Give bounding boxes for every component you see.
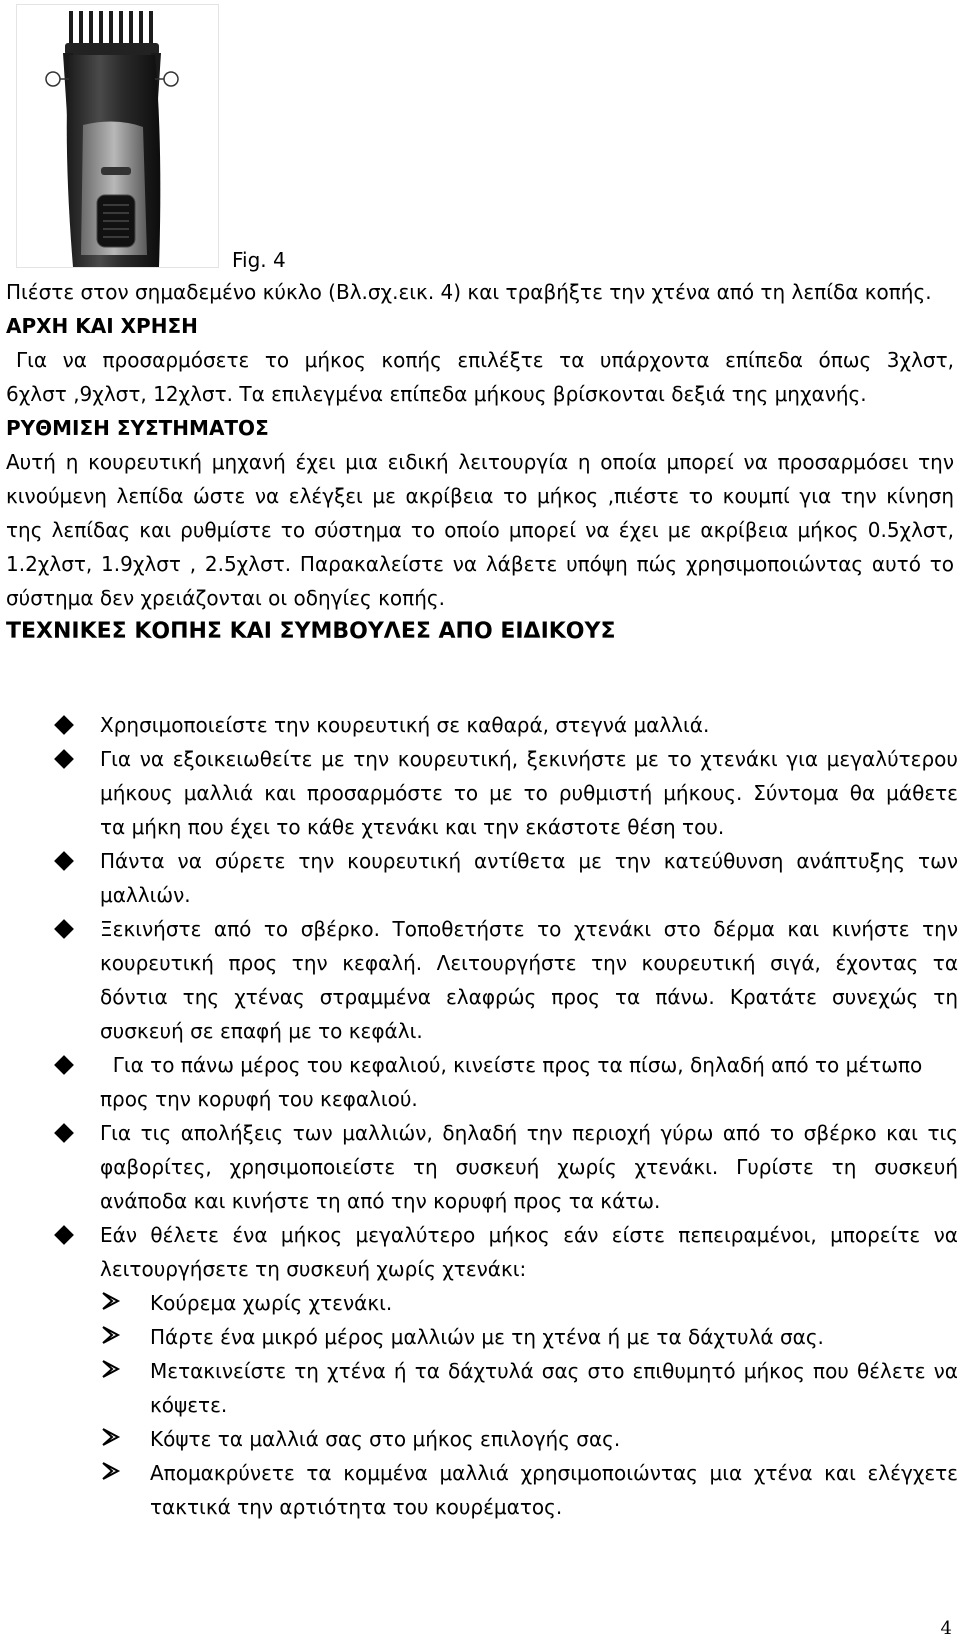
arrow-bullet-icon [100,1359,122,1379]
arrow-bullet-icon [100,1427,122,1447]
sub-bullet-line: Κούρεμα χωρίς χτενάκι. [150,1291,393,1315]
section-system-line: της λεπίδας και ρυθμίστε το σύστημα το οποίο μπορεί να έχει με ακρίβεια μήκος 0.5χλστ, [6,518,954,542]
bullet-line: συσκευή σε επαφή με το κεφάλι. [100,1019,423,1043]
bullet-line: Για το πάνω μέρος του κεφαλιού, κινείστε προς τα πίσω, δηλαδή από το μέτωπο [100,1053,923,1077]
bullet-line: προς την κορυφή του κεφαλιού. [100,1087,418,1111]
section-system-line: σύστημα δεν χρειάζονται οι οδηγίες κοπής. [6,586,445,610]
bullet-line: Πάντα να σύρετε την κουρευτική αντίθετα με την κατεύθυνση ανάπτυξης των [100,849,958,873]
section-start-line: Για να προσαρμόσετε το μήκος κοπής επιλέξτε τα υπάρχοντα επίπεδα όπως 3χλστ, [16,348,954,372]
sub-bullet-line: τακτικά την αρτιότητα του κουρέματος. [150,1495,563,1519]
section-start-line: 6χλστ ,9χλστ, 12χλστ. Τα επιλεγμένα επίπεδα μήκους βρίσκονται δεξιά της μηχανής. [6,382,867,406]
bullet-diamond-icon [54,851,74,871]
bullet-diamond-icon [54,1225,74,1245]
bullet-line: Για να εξοικειωθείτε με την κουρευτική, ξεκινήστε με το χτενάκι για μεγαλύτερου [100,747,958,771]
bullet-line: λειτουργήσετε τη συσκευή χωρίς χτενάκι: [100,1257,527,1281]
section-system-line: κινούμενη λεπίδα ώστε να ελέγξει με ακρίβεια το μήκος ,πιέστε το κουμπί για την κίνηση [6,484,954,508]
page-number: 4 [940,1618,952,1639]
section-heading-tips: ΤΕΧΝΙΚΕΣ ΚΟΠΗΣ ΚΑΙ ΣΥΜΒΟΥΛΕΣ ΑΠΟ ΕΙΔΙΚΟΥΣ [6,619,616,644]
bullet-diamond-icon [54,1055,74,1075]
bullet-line: Ξεκινήστε από το σβέρκο. Τοποθετήστε το χτενάκι στο δέρμα και κινήστε την [100,917,958,941]
bullet-line: μαλλιών. [100,883,191,907]
sub-bullet-line: Κόψτε τα μαλλιά σας στο μήκος επιλογής σας. [150,1427,621,1451]
bullet-diamond-icon [54,919,74,939]
arrow-bullet-icon [100,1461,122,1481]
bullet-line: τα μήκη που έχει το κάθε χτενάκι και την εκάστοτε θέση του. [100,815,725,839]
bullet-diamond-icon [54,1123,74,1143]
bullet-line: μήκους μαλλιά και προσαρμόστε το με το ρυθμιστή μήκους. Σύντομα θα μάθετε [100,781,958,805]
intro-line: Πιέστε στον σημαδεμένο κύκλο (Βλ.σχ.εικ. 4) και τραβήξτε την χτένα από τη λεπίδα κοπής. [6,280,932,304]
figure-image [16,4,219,268]
sub-bullet-line: Μετακινείστε τη χτένα ή τα δάχτυλά σας στο επιθυμητό μήκος που θέλετε να [150,1359,958,1383]
bullet-line: φαβορίτες, χρησιμοποιείστε τη συσκευή χωρίς χτενάκι. Γυρίστε τη συσκευή [100,1155,958,1179]
hair-clipper-icon [17,5,218,267]
section-heading-start: ΑΡΧΗ ΚΑΙ ΧΡΗΣΗ [6,314,198,338]
sub-bullet-line: κόψετε. [150,1393,228,1417]
figure-caption: Fig. 4 [232,248,286,272]
bullet-line: Χρησιμοποιείστε την κουρευτική σε καθαρά, στεγνά μαλλιά. [100,713,710,737]
sub-bullet-line: Πάρτε ένα μικρό μέρος μαλλιών με τη χτένα ή με τα δάχτυλά σας. [150,1325,824,1349]
bullet-line: Για τις απολήξεις των μαλλιών, δηλαδή την περιοχή γύρω από το σβέρκο και τις [100,1121,958,1145]
bullet-line: Εάν θέλετε ένα μήκος μεγαλύτερο μήκος εάν είστε πεπειραμένοι, μπορείτε να [100,1223,958,1247]
section-system-line: 1.2χλστ, 1.9χλστ , 2.5χλστ. Παρακαλείστε να λάβετε υπόψη πώς χρησιμοποιώντας αυτό το [6,552,954,576]
section-heading-system: ΡΥΘΜΙΣΗ ΣΥΣΤΗΜΑΤΟΣ [6,416,269,440]
arrow-bullet-icon [100,1291,122,1311]
bullet-diamond-icon [54,715,74,735]
bullet-line: δόντια της χτένας στραμμένα ελαφρώς προς τα πάνω. Κρατάτε συνεχώς τη [100,985,958,1009]
sub-bullet-line: Απομακρύνετε τα κομμένα μαλλιά χρησιμοποιώντας μια χτένα και ελέγχετε [150,1461,958,1485]
arrow-bullet-icon [100,1325,122,1345]
section-system-line: Αυτή η κουρευτική μηχανή έχει μια ειδική λειτουργία η οποία μπορεί να προσαρμόσει την [6,450,954,474]
bullet-diamond-icon [54,749,74,769]
bullet-line: ανάποδα και κινήστε τη από την κορυφή προς τα κάτω. [100,1189,661,1213]
bullet-line: κουρευτική προς την κεφαλή. Λειτουργήστε την κουρευτική σιγά, έχοντας τα [100,951,958,975]
